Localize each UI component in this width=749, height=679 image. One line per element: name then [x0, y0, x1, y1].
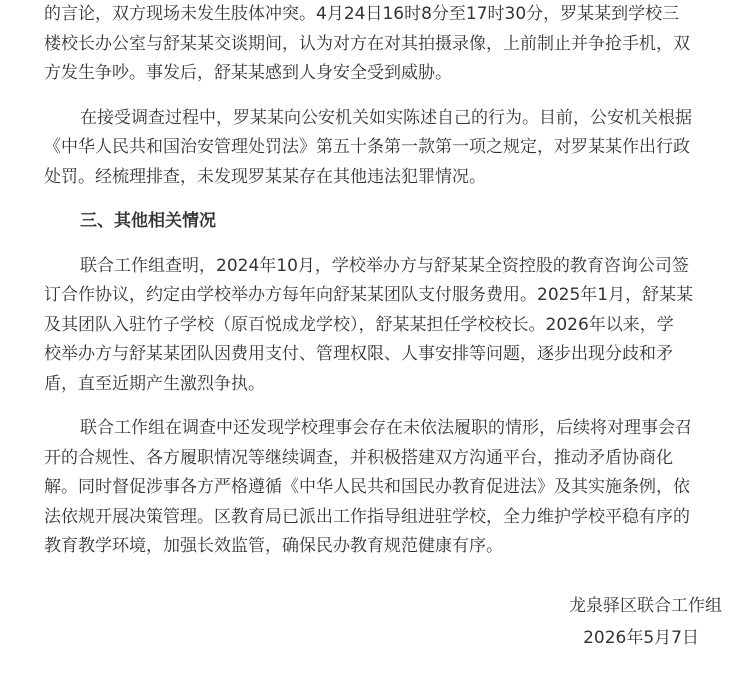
- text-line: 开的合规性、各方履职情况等继续调查，并积极搭建双方沟通平台，推动矛盾协商化: [44, 447, 673, 468]
- article-body: [44, 0, 724, 562]
- text-line: 《中华人民共和国治安管理处罚法》第五十条第一款第一项之规定，对罗某某作出行政: [44, 137, 690, 157]
- paragraph-incident-details: [44, 0, 724, 89]
- signature-organization: 龙泉驿区联合工作组: [569, 596, 722, 616]
- signature-date: 2026年5月7日: [583, 628, 699, 648]
- text-line: 盾，直至近期产生激烈争执。: [44, 373, 265, 394]
- text-line: 解。同时督促涉事各方严格遵循《中华人民共和国民办教育促进法》及其实施条例，依: [44, 477, 690, 497]
- text-line: 的言论，双方现场未发生肢体冲突。4月24日16时8分至17时30分，罗某某到学校三: [44, 4, 680, 24]
- text-line: 联合工作组在调查中还发现学校理事会存在未依法履职的情形，后续将对理事会召: [80, 418, 692, 438]
- text-line: 处罚。经梳理排查，未发现罗某某存在其他违法犯罪情况。: [44, 166, 486, 187]
- text-line: 教育教学环境，加强长效监管，确保民办教育规范健康有序。: [44, 536, 503, 556]
- text-line: 在接受调查过程中，罗某某向公安机关如实陈述自己的行为。目前，公安机关根据: [80, 107, 692, 128]
- text-line: 楼校长办公室与舒某某交谈期间，认为对方在对其拍摄录像，上前制止并争抢手机，双: [44, 33, 690, 54]
- section-heading: 三、其他相关情况: [80, 211, 216, 231]
- text-line: 联合工作组查明，2024年10月，学校举办方与舒某某全资控股的教育咨询公司签: [80, 255, 689, 276]
- paragraph-follow-up-measures: [44, 414, 724, 562]
- text-line: 订合作协议，约定由学校举办方每年向舒某某团队支付服务费用。2025年1月，舒某某: [44, 285, 694, 305]
- text-line: 方发生争吵。事发后，舒某某感到人身安全受到威胁。: [44, 63, 452, 83]
- text-line: 校举办方与舒某某团队因费用支付、管理权限、人事安排等问题，逐步出现分歧和矛: [44, 344, 673, 364]
- text-line: 法依规开展决策管理。区教育局已派出工作指导组进驻学校，全力维护学校平稳有序的: [44, 506, 690, 527]
- paragraph-police-handling: [44, 104, 724, 193]
- paragraph-cooperation-background: [44, 252, 724, 400]
- text-line: 及其团队入驻竹子学校（原百悦成龙学校），舒某某担任学校校长。2026年以来，学: [44, 314, 674, 335]
